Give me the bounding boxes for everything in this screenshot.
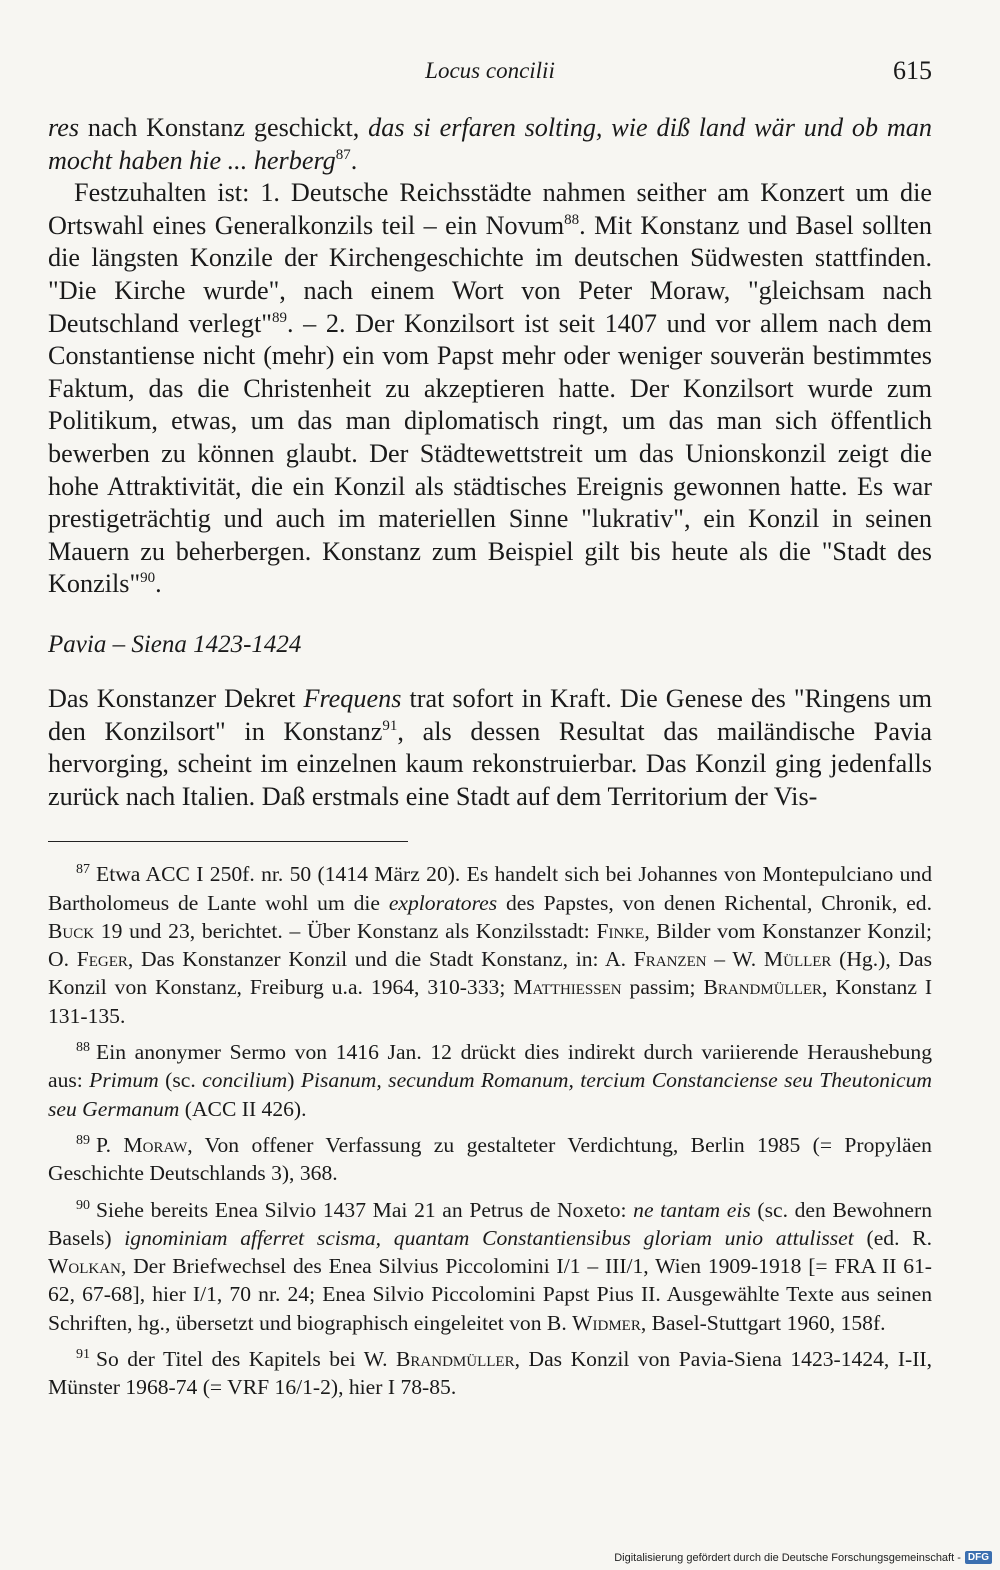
text-span: nach Konstanz geschickt, (79, 113, 369, 142)
footnote-ref-91[interactable]: 91 (382, 717, 398, 734)
author-name: Müller (763, 947, 832, 972)
footnote-91 (48, 1345, 932, 1402)
footnote-number: 91 (76, 1347, 90, 1363)
footnote-number: 89 (76, 1132, 90, 1148)
footnote-ref-88[interactable]: 88 (564, 211, 580, 228)
text-span: , Das Konstanzer Konzil und die Stadt Konstanz, in: A. (127, 947, 634, 972)
footnote-ref-90[interactable]: 90 (140, 570, 156, 587)
footnote-ref-87[interactable]: 87 (335, 146, 351, 163)
italic-text: ne tantam eis (633, 1197, 751, 1222)
text-span: trat sofort in Kraft. Die Genese des "Ringens um den Konzilsort" in Konstanz (48, 683, 932, 746)
text-span: . Mit Konstanz und Basel sollten die längsten Konzile der Kirchengeschichte im deutschen Südwesten stattfinden. "Die Kirche wurde", nach einem Wort von Peter Moraw, "gleichsam nach Deutschland verlegt" (48, 210, 932, 338)
text-span: (Hg.), Das Konzil von Konstanz, Freiburg u.a. 1964, 310-333; (48, 947, 932, 1000)
text-span: Ein anonymer Sermo von 1416 Jan. 12 drückt dies indirekt durch variierende Heraushebung aus: (48, 1040, 932, 1093)
footnote-90 (48, 1196, 932, 1337)
text-span: – W. (706, 947, 764, 972)
text-span: des Papstes, von denen Richental, Chronik, ed. (497, 890, 932, 915)
running-head (48, 52, 932, 92)
author-name: Franzen (633, 947, 707, 972)
text-span: , als dessen Resultat das mailändische Pavia hervorging, scheint im einzelnen kaum rekonstruierbar. Das Konzil ging jedenfalls zurück nach Italien. Daß erstmals eine Stadt auf dem Territorium der Vis- (48, 716, 932, 811)
italic-text: Primum (89, 1068, 159, 1093)
author-name: Matthiessen (513, 975, 622, 1000)
paragraph-2 (48, 177, 932, 601)
text-span: 19 und 23, berichtet. – Über Konstanz als Konzilsstadt: (94, 918, 597, 943)
text-span: , Konstanz I 131-135. (48, 975, 933, 1028)
italic-text: Frequens (303, 683, 402, 713)
text-span: , Bilder vom Konstanzer Konzil; O. (48, 918, 932, 972)
text-span: Etwa ACC I 250f. nr. 50 (1414 März 20). Es handelt sich bei Johannes von Montepulciano und Bartholomeus de Lante wohl um die (48, 862, 932, 915)
text-span: ) (287, 1068, 301, 1093)
author-name: Brandmüller (396, 1347, 515, 1372)
footnote-rule (48, 841, 408, 842)
author-name: Moraw (123, 1132, 188, 1157)
page-number: 615 (893, 56, 932, 85)
paragraph-3 (48, 683, 932, 813)
section-heading: Pavia – Siena 1423-1424 (48, 630, 302, 658)
text-span: passim; (621, 975, 704, 1000)
footnote-88 (48, 1038, 932, 1123)
italic-quote: das si erfaren solting, wie diß land wär und ob man mocht haben hie ... herberg (48, 113, 932, 175)
author-name: Feger (76, 947, 128, 972)
text-span: , Das Konzil von Pavia-Siena 1423-1424, I-II, Münster 1968-74 (= VRF 16/1-2), hier I 78-85. (48, 1347, 932, 1400)
author-name: Widmer (572, 1310, 641, 1335)
author-name: Brandmüller (703, 975, 823, 1000)
text-span: . (350, 145, 358, 175)
italic-text: ignominiam afferret scisma, quantam Constantiensibus gloriam unio attulisset (124, 1225, 854, 1250)
text-span: , Von offener Verfassung zu gestalteter Verdichtung, Berlin 1985 (= Propyläen Geschichte Deutschlands 3), 368. (48, 1132, 932, 1186)
text-span: (sc. (158, 1068, 203, 1093)
credit-text: Digitalisierung gefördert durch die Deutsche Forschungsgemeinschaft - (614, 1551, 961, 1564)
italic-text: res (48, 113, 80, 142)
text-span: (ed. R. (853, 1225, 932, 1250)
dfg-logo: DFG (965, 1551, 992, 1564)
text-span: , Der Briefwechsel des Enea Silvius Piccolomini I/1 – III/1, Wien 1909-1918 [= FRA II 61-62, 67-68], hier I/1, 70 nr. 24; Enea Silvio Piccolomini Papst Pius II. Ausgewählte Texte aus seinen Schriften, hg., übersetzt und biographisch eingeleitet von B. (48, 1254, 932, 1335)
italic-text: Pisanum, secundum Romanum, tercium Constanciense seu Theutonicum seu Germanum (48, 1068, 933, 1121)
text-span: So der Titel des Kapitels bei W. (96, 1347, 397, 1372)
footnotes (48, 860, 932, 1401)
author-name: Wolkan (48, 1254, 121, 1279)
text-span: Festzuhalten ist: 1. Deutsche Reichsstädte nahmen seither am Konzert um die Ortswahl eines Generalkonzils teil – ein Novum (48, 178, 932, 240)
text-span: . (155, 569, 162, 599)
page (48, 52, 932, 1410)
footnote-89 (48, 1131, 932, 1188)
author-name: Buck (48, 918, 95, 943)
text-span: Siehe bereits Enea Silvio 1437 Mai 21 an Petrus de Noxeto: (96, 1197, 634, 1222)
digitization-credit (614, 1551, 992, 1564)
running-title: Locus concilii (425, 58, 555, 83)
italic-text: exploratores (388, 890, 498, 915)
footnote-number: 90 (76, 1197, 90, 1213)
text-span: P. (96, 1132, 124, 1157)
footnote-number: 88 (76, 1040, 90, 1056)
text-span: Das Konstanzer Dekret (48, 683, 304, 713)
italic-text: concilium (202, 1068, 288, 1093)
footnote-number: 87 (76, 862, 90, 878)
text-span: (sc. den Bewohnern Basels) (48, 1197, 932, 1250)
footnote-87 (48, 860, 932, 1030)
paragraph-1 (48, 112, 932, 177)
body-text (48, 112, 932, 813)
text-span: (ACC II 426). (179, 1096, 307, 1121)
text-span: , Basel-Stuttgart 1960, 158f. (640, 1310, 886, 1335)
footnote-ref-89[interactable]: 89 (271, 309, 287, 326)
text-span: . – 2. Der Konzilsort ist seit 1407 und vor allem nach dem Constantiense nicht (mehr) ein vom Papst mehr oder weniger souverän bestimmtes Faktum, das die Christenheit zu akzeptieren hatte. Der Konzilsort wurde zum Politikum, etwas, um das man diplomatisch ringt, um das man sich öffentlich bewerben zu können glaubt. Der Städtewettstreit um das Unionskonzil zeigt die hohe Attraktivität, die ein Konzil als städtisches Ereignis gewonnen hatte. Es war prestigeträchtig und auch im materiellen Sinne "lukrativ", ein Konzil in seinen Mauern zu beherbergen. Konstanz zum Beispiel gilt bis heute als die "Stadt des Konzils" (48, 308, 933, 599)
author-name: Finke (596, 918, 645, 943)
